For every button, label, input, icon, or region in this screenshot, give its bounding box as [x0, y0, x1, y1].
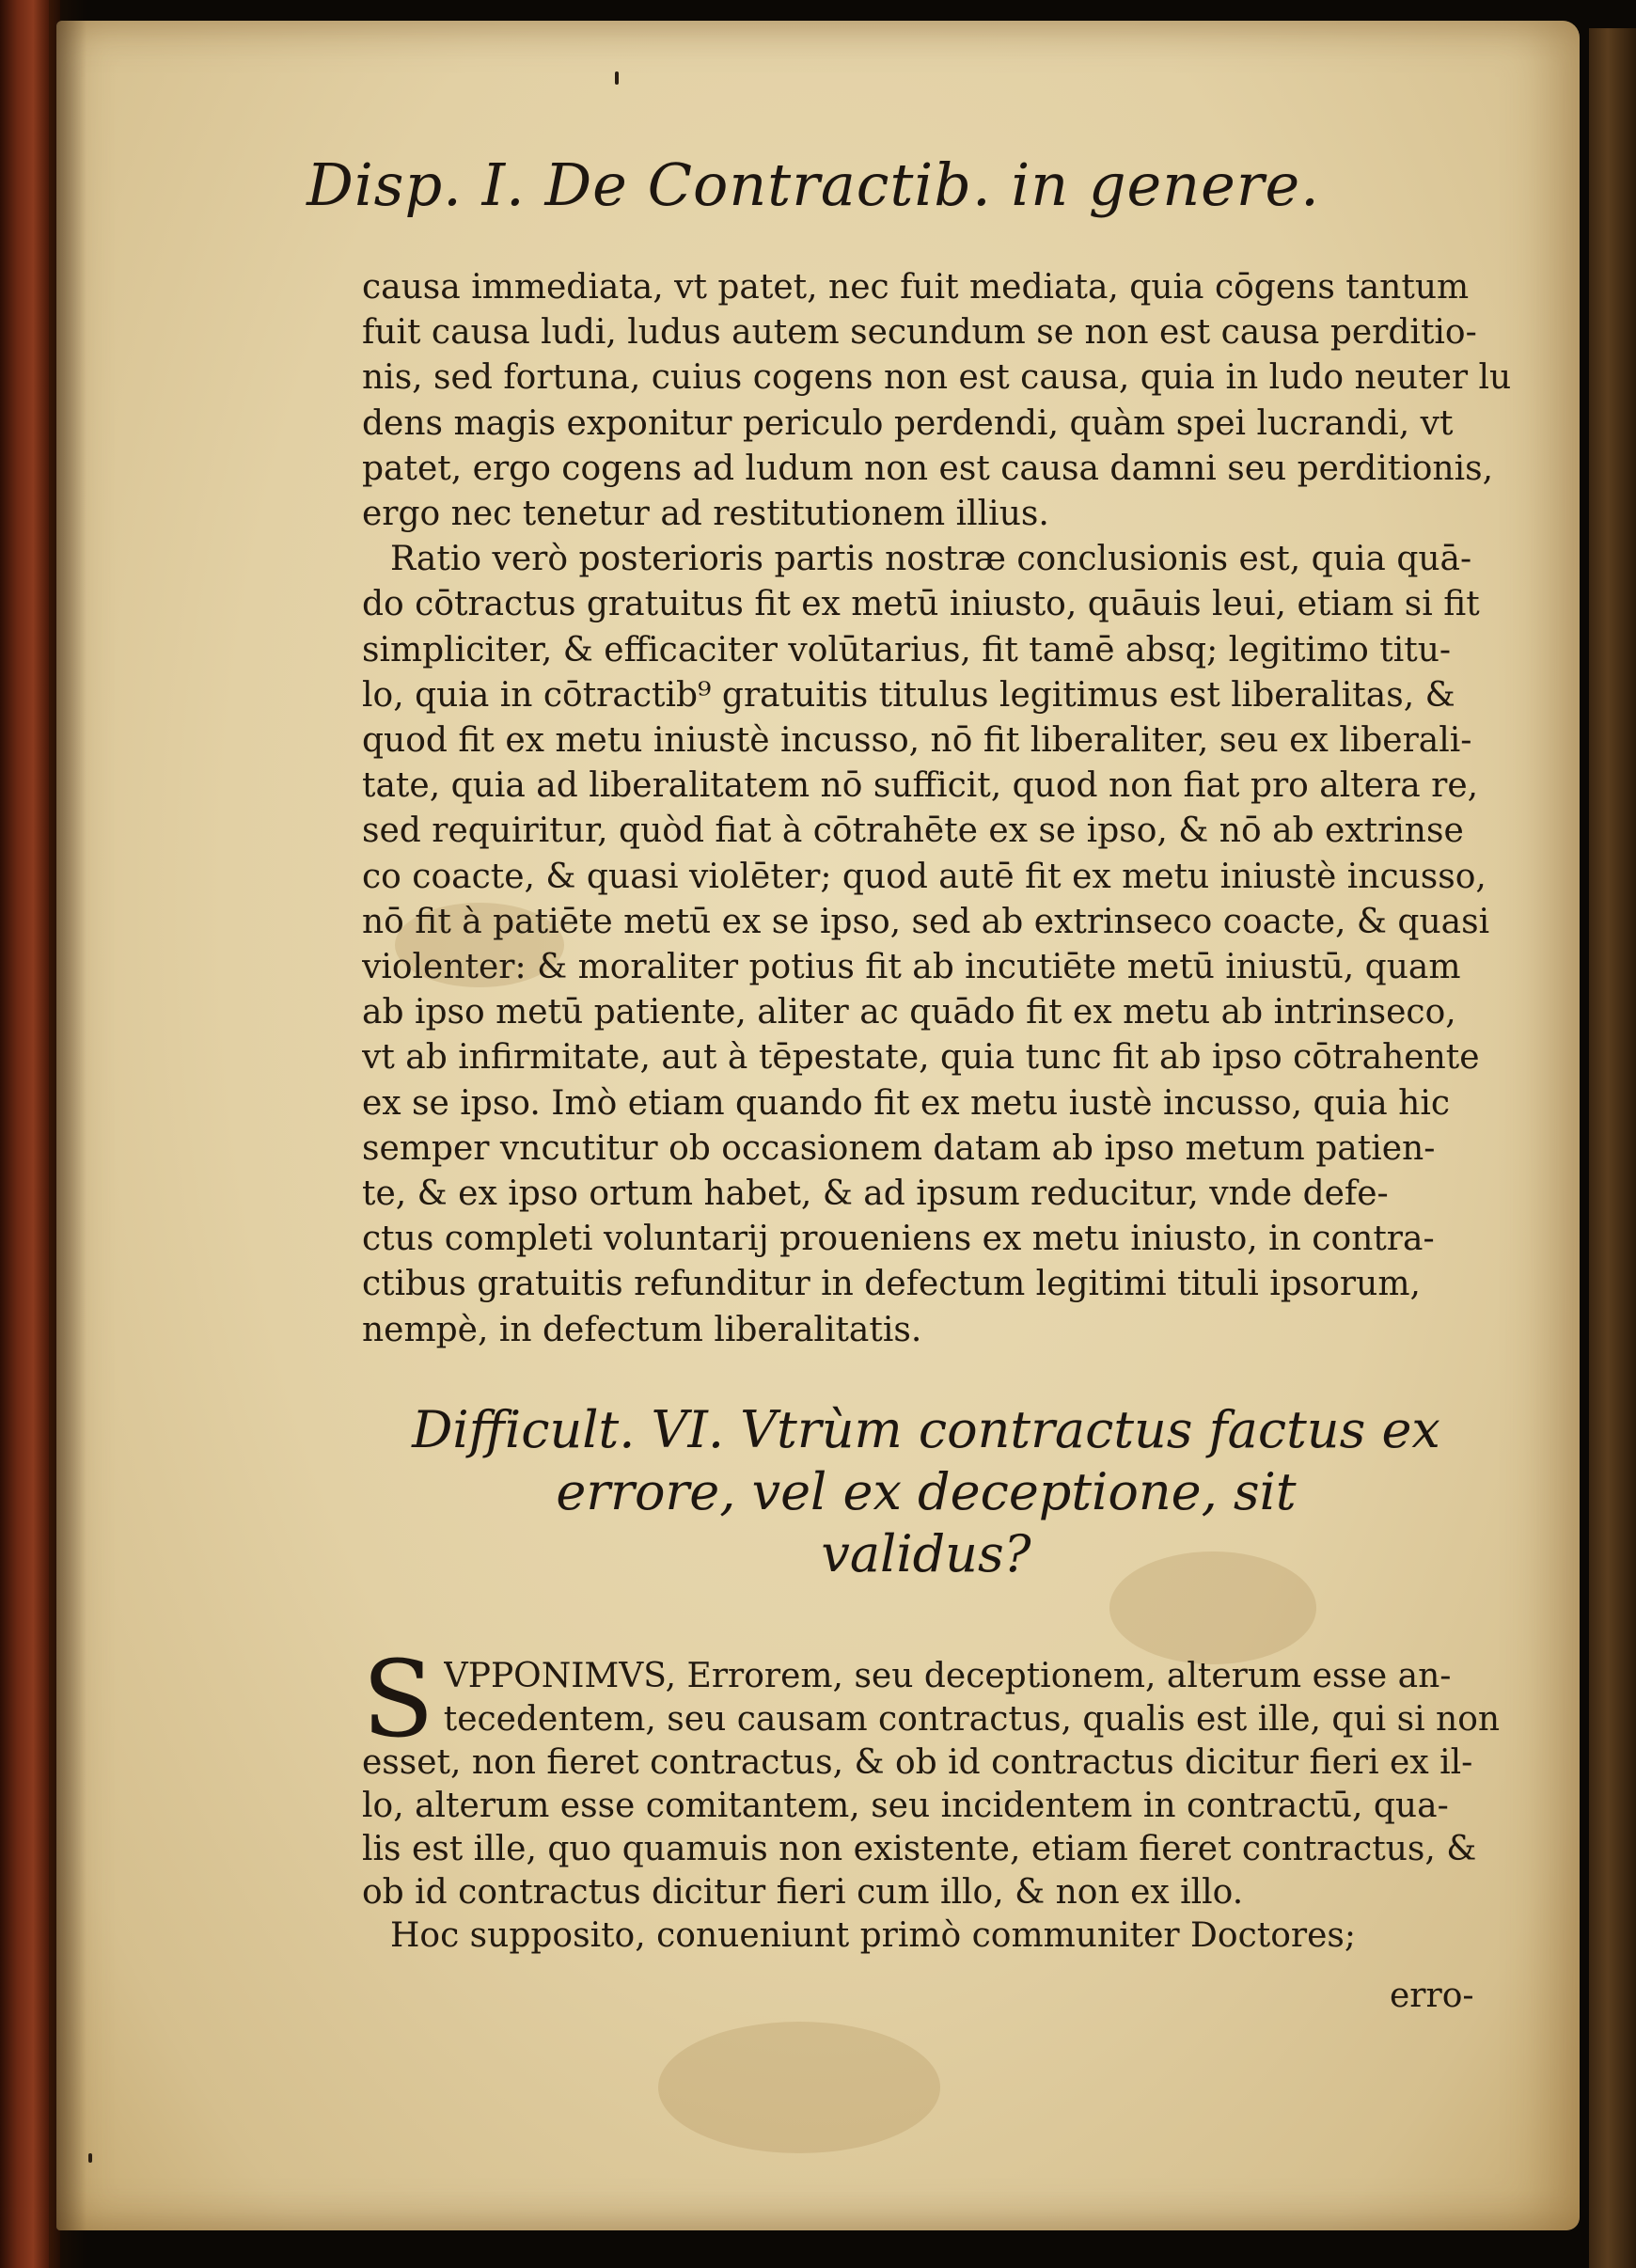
- text-line: ergo nec tenetur ad restitutionem illius.: [362, 495, 1049, 534]
- text-line: nempè, in defectum liberalitatis.: [362, 1310, 922, 1349]
- text-line: simpliciter, & efficaciter volūtarius, fit tamē absq; legitimo titu-: [362, 630, 1452, 669]
- heading-line: validus?: [821, 1524, 1031, 1583]
- running-head: Disp. I. De Contractib. in genere.: [307, 150, 1320, 219]
- text-line: patet, ergo cogens ad ludum non est causa damni seu perditionis,: [362, 449, 1494, 488]
- text-line: co coacte, & quasi violēter; quod autē fit ex metu iniustè incusso,: [362, 857, 1487, 896]
- text-line: ab ipso metū patiente, aliter ac quādo fit ex metu ab intrinseco,: [362, 993, 1456, 1032]
- text-line: ob id contractus dicitur fieri cum illo, & non ex illo.: [362, 1873, 1244, 1912]
- drop-cap: S: [362, 1639, 434, 1761]
- text-line: esset, non fieret contractus, & ob id contractus dicitur fieri ex il-: [362, 1743, 1473, 1782]
- heading-line: errore, vel ex deceptione, sit: [556, 1462, 1297, 1521]
- text-line: VPPONIMVS, Errorem, seu deceptionem, alterum esse an-: [443, 1657, 1452, 1695]
- text-line: nis, sed fortuna, cuius cogens non est causa, quia in ludo neuter lu: [362, 358, 1512, 398]
- text-line: lo, alterum esse comitantem, seu incidentem in contractū, qua-: [362, 1787, 1449, 1825]
- adjacent-page-edge: [1589, 28, 1636, 2268]
- text-line: Hoc supposito, conueniunt primò communiter Doctores;: [390, 1916, 1357, 1955]
- text-line: causa immediata, vt patet, nec fuit mediata, quia cōgens tantum: [362, 268, 1470, 307]
- text-line: nō fit à patiēte metū ex se ipso, sed ab extrinseco coacte, & quasi: [362, 902, 1490, 941]
- text-line: ex se ipso. Imò etiam quando fit ex metu iustè incusso, quia hic: [362, 1083, 1451, 1123]
- paper-stain: [658, 2022, 940, 2153]
- text-line: do cōtractus gratuitus fit ex metū iniusto, quāuis leui, etiam si fit: [362, 585, 1480, 624]
- text-line: fuit causa ludi, ludus autem secundum se non est causa perditio-: [362, 313, 1477, 353]
- text-line: violenter: & moraliter potius fit ab incutiēte metū iniustū, quam: [362, 948, 1461, 987]
- text-line: vt ab infirmitate, aut à tēpestate, quia tunc fit ab ipso cōtrahente: [362, 1038, 1480, 1078]
- text-line: lo, quia in cōtractib⁹ gratuitis titulus legitimus est liberalitas, &: [362, 675, 1455, 715]
- difficulty-heading: [376, 1399, 1476, 1585]
- text-line: semper vncutitur ob occasionem datam ab ipso metum patien-: [362, 1128, 1436, 1168]
- section-1-text: [362, 265, 1556, 1353]
- text-line: tecedentem, seu causam contractus, qualis est ille, qui si non: [443, 1700, 1501, 1739]
- text-line: sed requiritur, quòd fiat à cōtrahēte ex se ipso, & nō ab extrinse: [362, 811, 1464, 851]
- heading-line: Difficult. VI. Vtrùm contractus factus ex: [412, 1400, 1440, 1459]
- section-2-text: [362, 1639, 1542, 1958]
- text-line: te, & ex ipso ortum habet, & ad ipsum reducitur, vnde defe-: [362, 1174, 1389, 1214]
- text-line: tate, quia ad liberalitatem nō sufficit, quod non fiat pro altera re,: [362, 766, 1479, 806]
- ink-mark: [88, 2153, 92, 2163]
- text-line: ctibus gratuitis refunditur in defectum legitimi tituli ipsorum,: [362, 1265, 1421, 1304]
- catchword: erro-: [1390, 1977, 1474, 2015]
- text-line: lis est ille, quo quamuis non existente, etiam fieret contractus, &: [362, 1830, 1477, 1868]
- gutter-shadow: [49, 0, 87, 2268]
- ink-mark: [615, 71, 619, 85]
- text-line: ctus completi voluntarij proueniens ex metu iniusto, in contra-: [362, 1220, 1435, 1259]
- text-line: dens magis exponitur periculo perdendi, quàm spei lucrandi, vt: [362, 403, 1454, 443]
- text-line: Ratio verò posterioris partis nostræ conclusionis est, quia quā-: [390, 540, 1472, 579]
- text-line: quod fit ex metu iniustè incusso, nō fit liberaliter, seu ex liberali-: [362, 721, 1472, 761]
